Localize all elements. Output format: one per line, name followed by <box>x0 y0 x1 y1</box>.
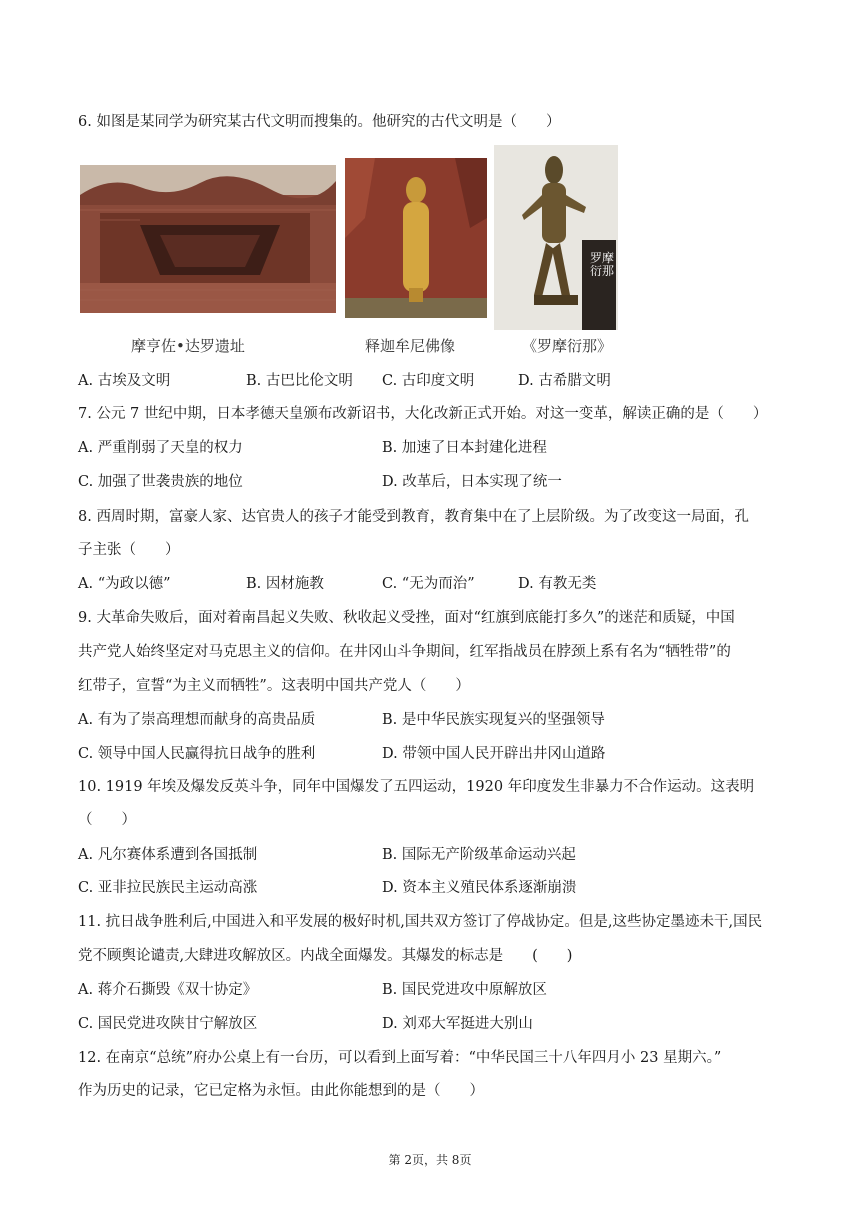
q11-option-a: A. 蒋介石撕毁《双十协定》 <box>78 982 258 998</box>
q10-stem-line-2: （ ） <box>78 812 136 828</box>
q10-option-a: A. 凡尔赛体系遭到各国抵制 <box>78 847 258 863</box>
q7-option-d: D. 改革后，日本实现了统一 <box>382 474 562 490</box>
q7-option-b: B. 加速了日本封建化进程 <box>382 440 547 456</box>
ramayana-book-title: 罗摩衍那 <box>590 251 615 278</box>
q6-option-b: B. 古巴比伦文明 <box>246 373 353 389</box>
caption-ramayana: 《罗摩衍那》 <box>522 337 613 355</box>
q6-option-a: A. 古埃及文明 <box>78 373 171 389</box>
q9-option-d: D. 带领中国人民开辟出井冈山道路 <box>382 746 606 762</box>
q8-option-b: B. 因材施教 <box>246 576 324 592</box>
q12-stem-line-2: 作为历史的记录，它已定格为永恒。由此你能想到的是（ ） <box>78 1083 484 1099</box>
q9-stem-line-3: 红带子，宣誓“为主义而牺牲”。这表明中国共产党人（ ） <box>78 678 470 694</box>
q9-option-c: C. 领导中国人民赢得抗日战争的胜利 <box>78 746 316 762</box>
q10-option-b: B. 国际无产阶级革命运动兴起 <box>382 847 576 863</box>
caption-mohenjo-daro: 摩亨佐•达罗遗址 <box>131 337 245 355</box>
q11-option-b: B. 国民党进攻中原解放区 <box>382 982 547 998</box>
q11-option-c: C. 国民党进攻陕甘宁解放区 <box>78 1016 258 1032</box>
q9-option-b: B. 是中华民族实现复兴的坚强领导 <box>382 712 605 728</box>
page-footer: 第 2页，共 8页 <box>388 1153 472 1167</box>
q8-option-d: D. 有教无类 <box>518 576 597 592</box>
q11-stem-line-2: 党不顾舆论谴责,大肆进攻解放区。内战全面爆发。其爆发的标志是 ( ) <box>78 948 573 964</box>
buddha-statue-photo <box>345 158 487 318</box>
q10-option-d: D. 资本主义殖民体系逐渐崩溃 <box>382 880 577 896</box>
q10-option-c: C. 亚非拉民族民主运动高涨 <box>78 880 258 896</box>
q8-option-a: A. “为政以德” <box>78 576 171 592</box>
q7-option-c: C. 加强了世袭贵族的地位 <box>78 474 243 490</box>
ramayana-book-cover <box>494 145 618 330</box>
q11-stem-line-1: 11. 抗日战争胜利后,中国进入和平发展的极好时机,国共双方签订了停战协定。但是,这些协定墨迹未干,国民 <box>78 914 763 930</box>
q11-option-d: D. 刘邓大军挺进大别山 <box>382 1016 533 1032</box>
q7-option-a: A. 严重削弱了天皇的权力 <box>78 440 243 456</box>
q9-stem-line-2: 共产党人始终坚定对马克思主义的信仰。在井冈山斗争期间，红军指战员在脖颈上系有名为“牺牲带”的 <box>78 644 731 660</box>
q8-stem-line-2: 子主张（ ） <box>78 542 180 558</box>
q9-stem-line-1: 9. 大革命失败后，面对着南昌起义失败、秋收起义受挫，面对“红旗到底能打多久”的迷茫和质疑，中国 <box>78 610 735 626</box>
mohenjo-daro-photo <box>80 165 336 313</box>
caption-buddha: 释迦牟尼佛像 <box>365 337 456 355</box>
q8-stem-line-1: 8. 西周时期，富豪人家、达官贵人的孩子才能受到教育，教育集中在了上层阶级。为了改变这一局面，孔 <box>78 509 749 525</box>
q10-stem-line-1: 10. 1919 年埃及爆发反英斗争，同年中国爆发了五四运动，1920 年印度发生非暴力不合作运动。这表明 <box>78 779 755 795</box>
q7-stem: 7. 公元 7 世纪中期，日本孝德天皇颁布改新诏书，大化改新正式开始。对这一变革，解读正确的是（ ） <box>78 406 768 422</box>
q6-stem: 6. 如图是某同学为研究某古代文明而搜集的。他研究的古代文明是（ ） <box>78 114 561 130</box>
q8-option-c: C. “无为而治” <box>382 576 475 592</box>
q6-option-c: C. 古印度文明 <box>382 373 475 389</box>
q6-option-d: D. 古希腊文明 <box>518 373 611 389</box>
q12-stem-line-1: 12. 在南京“总统”府办公桌上有一台历，可以看到上面写着：“中华民国三十八年四月小 23 星期六。” <box>78 1050 722 1066</box>
q9-option-a: A. 有为了崇高理想而献身的高贵品质 <box>78 712 316 728</box>
